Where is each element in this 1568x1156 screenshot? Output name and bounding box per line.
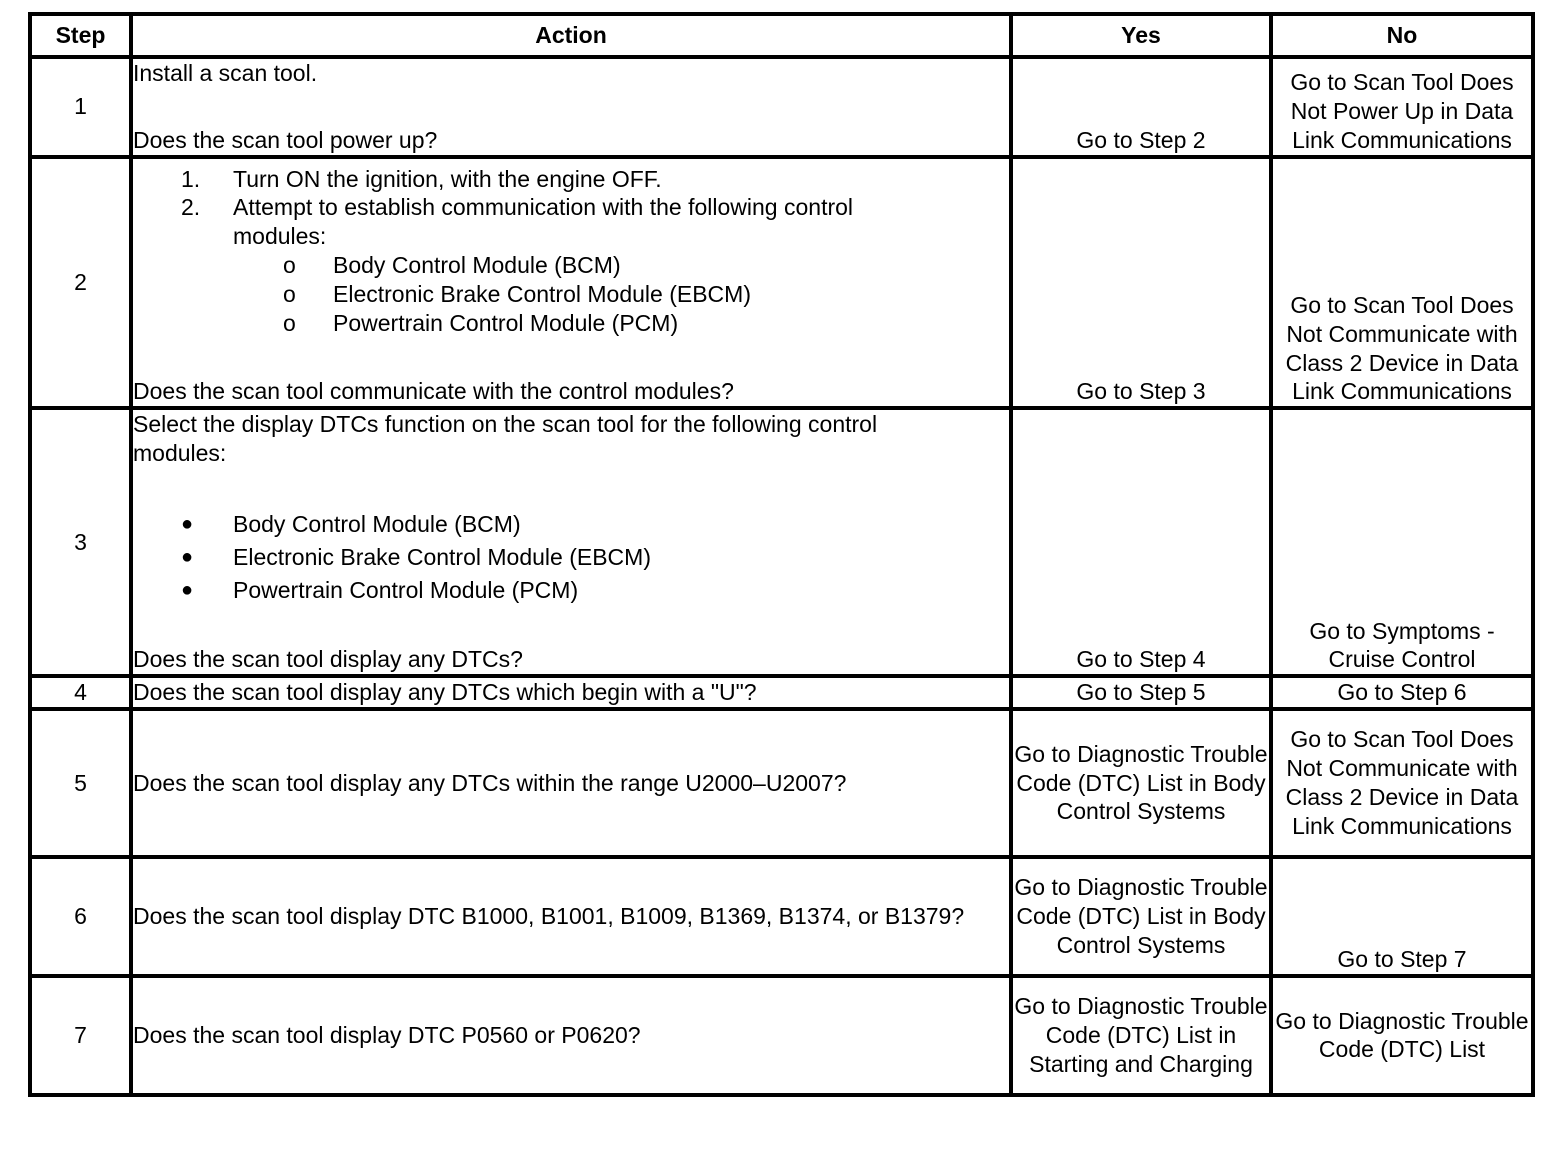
no-cell: Go to Diagnostic Trouble Code (DTC) List xyxy=(1271,976,1533,1095)
yes-cell: Go to Step 5 xyxy=(1011,676,1271,709)
yes-cell: Go to Step 3 xyxy=(1011,157,1271,409)
header-action: Action xyxy=(131,14,1011,57)
action-question: Does the scan tool display any DTCs? xyxy=(133,645,523,672)
bullet-icon: ● xyxy=(181,512,194,535)
action-question: Does the scan tool display any DTCs which begin with a "U"? xyxy=(131,676,1011,709)
circle-bullet-icon: o xyxy=(283,251,296,278)
yes-cell: Go to Diagnostic Trouble Code (DTC) List in Body Control Systems xyxy=(1011,709,1271,857)
no-cell: Go to Scan Tool Does Not Power Up in Data Link Communications xyxy=(1271,57,1533,157)
sub-list-item: o Electronic Brake Control Module (EBCM) xyxy=(283,280,751,307)
step-number: 4 xyxy=(30,676,131,709)
header-yes: Yes xyxy=(1011,14,1271,57)
yes-cell: Go to Diagnostic Trouble Code (DTC) List in Starting and Charging xyxy=(1011,976,1271,1095)
table-row-step-3 xyxy=(30,408,1533,676)
action-cell xyxy=(131,408,1011,676)
no-cell: Go to Symptoms - Cruise Control xyxy=(1271,408,1533,676)
diagnostic-table xyxy=(28,12,1535,1097)
numbered-item: 1. Turn ON the ignition, with the engine OFF. xyxy=(181,165,662,192)
step-number: 7 xyxy=(30,976,131,1095)
step-number: 1 xyxy=(30,57,131,157)
sub-list-item: o Body Control Module (BCM) xyxy=(283,251,621,278)
header-no: No xyxy=(1271,14,1533,57)
sub-list-item: o Powertrain Control Module (PCM) xyxy=(283,309,679,336)
table-row-step-6 xyxy=(30,857,1533,976)
table-row-step-5 xyxy=(30,709,1533,857)
step-number: 3 xyxy=(30,408,131,676)
action-question: Does the scan tool display DTC B1000, B1001, B1009, B1369, B1374, or B1379? xyxy=(131,857,1011,976)
action-question: Does the scan tool display DTC P0560 or P0620? xyxy=(131,976,1011,1095)
no-cell: Go to Scan Tool Does Not Communicate with Class 2 Device in Data Link Communications xyxy=(1271,709,1533,857)
step-number: 2 xyxy=(30,157,131,409)
circle-bullet-icon: o xyxy=(283,309,296,336)
header-step: Step xyxy=(30,14,131,57)
bullet-icon: ● xyxy=(181,578,194,601)
bullet-item: ● Electronic Brake Control Module (EBCM) xyxy=(133,541,1009,574)
action-cell xyxy=(131,157,1011,409)
header-row xyxy=(30,14,1533,57)
action-question: Does the scan tool power up? xyxy=(133,126,438,153)
table-row-step-2 xyxy=(30,157,1533,409)
yes-cell: Go to Step 4 xyxy=(1011,408,1271,676)
bullet-item: ● Powertrain Control Module (PCM) xyxy=(133,574,1009,607)
no-cell: Go to Step 6 xyxy=(1271,676,1533,709)
bullet-item: ● Body Control Module (BCM) xyxy=(133,508,1009,541)
step-number: 6 xyxy=(30,857,131,976)
no-cell: Go to Step 7 xyxy=(1271,857,1533,976)
action-question: Does the scan tool communicate with the control modules? xyxy=(133,378,734,405)
yes-cell: Go to Step 2 xyxy=(1011,57,1271,157)
step-number: 5 xyxy=(30,709,131,857)
action-intro: Install a scan tool. xyxy=(133,60,318,86)
table-row-step-7 xyxy=(30,976,1533,1095)
numbered-item: 2. Attempt to establish communication with the following control modules: xyxy=(181,194,854,250)
no-cell: Go to Scan Tool Does Not Communicate with Class 2 Device in Data Link Communications xyxy=(1271,157,1533,409)
bullet-icon: ● xyxy=(181,545,194,568)
table-row-step-4 xyxy=(30,676,1533,709)
table-row-step-1 xyxy=(30,57,1533,157)
action-cell xyxy=(131,57,1011,157)
action-question: Does the scan tool display any DTCs within the range U2000–U2007? xyxy=(131,709,1011,857)
action-intro: Select the display DTCs function on the scan tool for the following control modules: xyxy=(133,411,878,466)
circle-bullet-icon: o xyxy=(283,280,296,307)
yes-cell: Go to Diagnostic Trouble Code (DTC) List in Body Control Systems xyxy=(1011,857,1271,976)
